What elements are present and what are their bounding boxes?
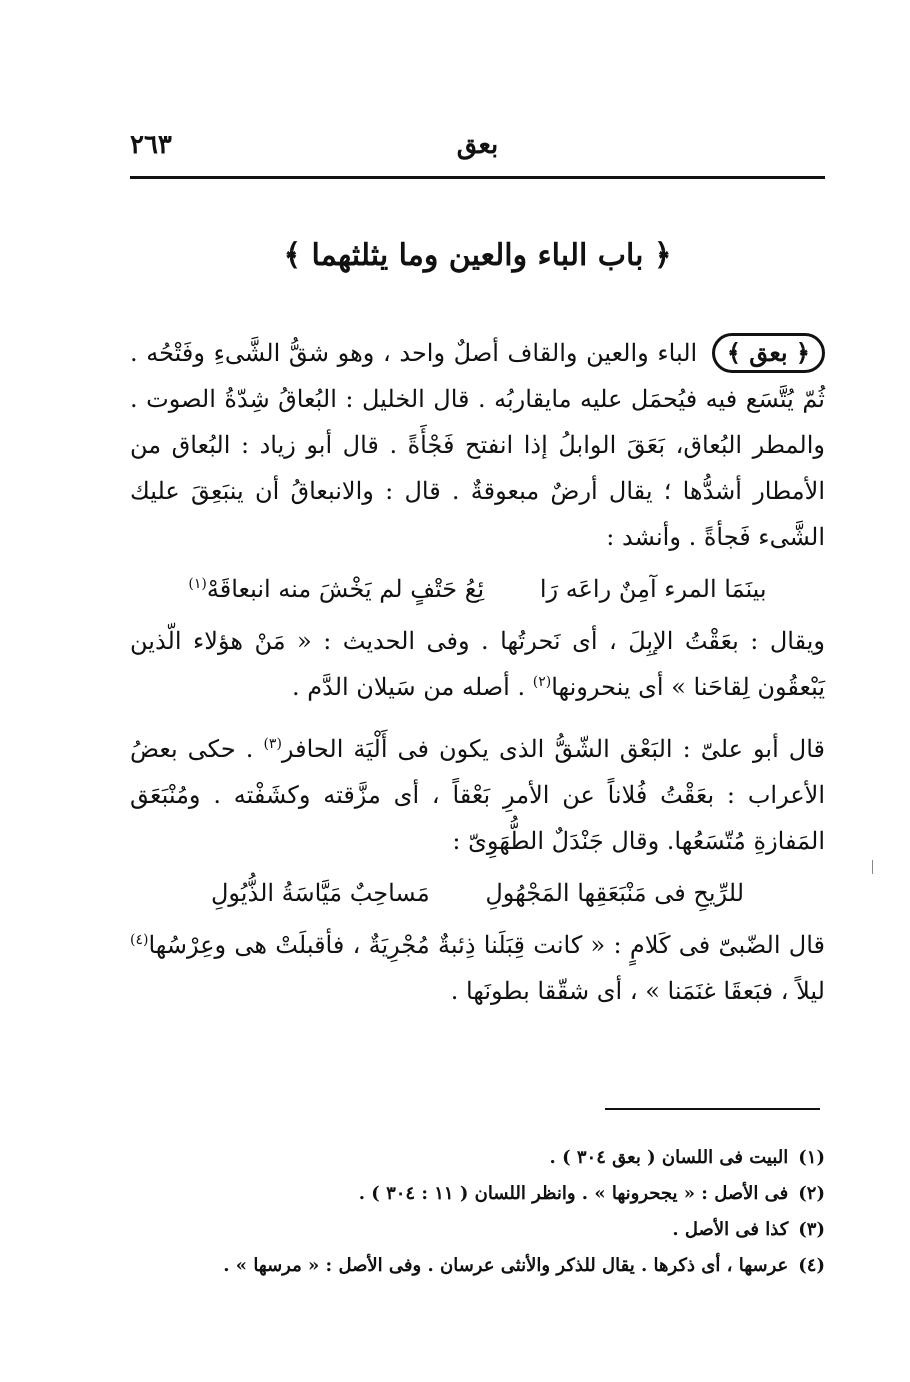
- footnote-text: كذا فى الأصل .: [672, 1219, 789, 1240]
- chapter-title: ﴿ باب الباء والعين وما يثلثهما ﴾: [283, 238, 672, 273]
- footnotes: [130, 1140, 825, 1284]
- footnote-ref-2: (٢): [532, 674, 552, 690]
- entry-body: [130, 330, 825, 1014]
- footnote-number: (١): [798, 1147, 825, 1168]
- footnote-ref-3: (٣): [263, 736, 282, 752]
- margin-mark: [872, 860, 873, 874]
- footnote-text: عرسها ، أى ذكرها . يقال للذكر والأنثى عرسان . وفى الأصل : « مرسها » .: [223, 1255, 789, 1276]
- footnote-ref-1: (١): [188, 576, 207, 592]
- footnote: [130, 1140, 825, 1176]
- footnote: [130, 1176, 825, 1212]
- verse-1: [130, 564, 825, 614]
- page-header: [130, 130, 825, 170]
- paragraph-lead: قال أبو علىّ : البَعْق الشّقُّ الذى يكون فى أَلْيَة الحافر: [281, 735, 825, 763]
- footnote-number: (٢): [798, 1183, 825, 1204]
- footnote-number: (٣): [798, 1219, 825, 1240]
- paragraph-lead: قال الضّبىّ فى كَلامٍ : « كانت قِبَلَنا ذِئبةٌ مُجْرِيَةٌ ، فأقبلَتْ هى وعِرْسُها: [148, 931, 825, 959]
- footnote-number: (٤): [798, 1255, 825, 1276]
- paragraph-tail: . أصله من سَيلان الدَّم .: [291, 673, 526, 701]
- verse-first-half: للرِّيحِ فى مَنْبَعَقِها المَجْهُولِ: [485, 879, 745, 907]
- footnote: [130, 1212, 825, 1248]
- footnote-ref-4: (٤): [130, 932, 149, 948]
- verse-second-half-text: ئِعُ حَتْفٍ لم يَخْشَ منه انبعاقَهْ: [206, 575, 485, 603]
- entry-paragraph-2: [130, 618, 825, 710]
- paragraph-text: ليلاً ، فبَعقَا غنَمَنا » ، أى شقّقا بطونَها .: [450, 977, 825, 1005]
- verse-second-half: مَساحِبٌ مَيَّاسَةُ الذُّيُولِ: [210, 879, 430, 907]
- paragraph-text: الباء والعين والقاف أصلٌ واحد ، وهو شقُّ الشَّىءِ وفَتْحُه . ثُمّ يُتَّسَع فيه فيُحمَل عليه مايقاربُه . قال الخليل : البُعاقُ شِدّةُ الصوت . والمطر البُعاق، بَعَقَ الوابلُ إذا انفتح فَجْأَةً . قال أبو زياد : البُعاق من الأمطار أشدُّها ؛ يقال أرضٌ مبعوقةٌ . قال : والانبعاقُ أن ينبَعِقَ عليك الشَّىء فَجأةً . وأنشد :: [130, 339, 825, 551]
- paragraph-text: . حكى بعضُ الأعراب : بعَقْتُ فُلاناً عن الأمرِ بَعْقاً ، أى مزَّقته وكشَفْته . ومُنْبَعَق المَفازةِ مُتّسَعُها. وقال جَنْدَلٌ الطُّهَوِىّ :: [130, 735, 825, 855]
- entry-paragraph-1: [130, 330, 825, 560]
- paragraph-spacer: [130, 710, 825, 726]
- verse-second-half: [188, 564, 484, 614]
- headword-badge: ﴿ بعق ﴾: [712, 333, 825, 373]
- headword: بعق: [749, 338, 788, 367]
- footnote-text: البيت فى اللسان ( بعق ٣٠٤ ) .: [549, 1147, 789, 1168]
- page-number: ٢٦٣: [130, 130, 172, 160]
- footnote-text: فى الأصل : « يجحرونها » . وانظر اللسان ( ١١ : ٣٠٤ ) .: [358, 1183, 789, 1204]
- paragraph-text: ويقال : بعَقْتُ الإبِلَ ، أى نَحرتُها . وفى الحديث : « مَنْ هؤلاء الّذين يَبْعقُون لِقاحَنا » أى ينحرونها: [130, 627, 825, 701]
- footnote-rule: [605, 1108, 820, 1110]
- entry-paragraph-4: [130, 922, 825, 1014]
- footnote: [130, 1248, 825, 1284]
- verse-2: [130, 868, 825, 918]
- header-rule: [130, 176, 825, 179]
- verse-first-half: بينَمَا المرء آمِنٌ راعَه رَا: [539, 575, 767, 603]
- running-head: بعق: [456, 130, 499, 160]
- entry-paragraph-3: [130, 726, 825, 864]
